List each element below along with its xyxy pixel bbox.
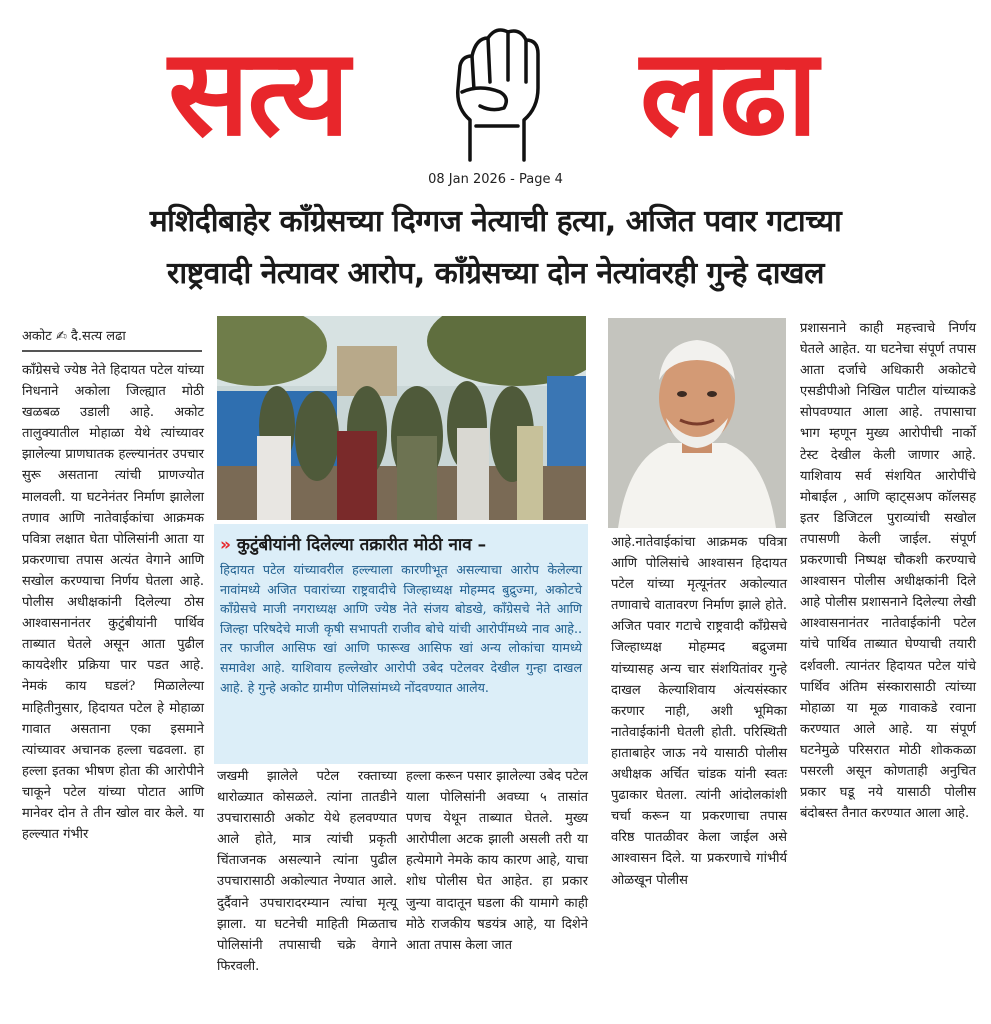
article-column-2a: जखमी झालेले पटेल रक्ताच्या थारोळ्यात कोसळले. त्यांना तातडीने उपचारासाठी अकोट येथे हलवण्यात आले होते, मात्र त्यांची प्रकृती चिंताजनक असल्याने त्यांना पुढील उपचारासाठी अकोल्यात नेण्यात आले. दुर्दैवाने उपचारादरम्यान त्यांचा मृत्यू झाला. या घटनेची माहिती मिळताच पोलिसांनी तपासाची चक्रे वेगाने फिरवली.	[217, 769, 397, 974]
article-column-3: आहे.नातेवाईकांचा आक्रमक पवित्रा आणि पोलिसांचे आश्वासन हिदायत पटेल यांच्या मृत्यूनंतर अकोल्यात तणावाचे वातावरण निर्माण झाले होते. अजित पवार गटाचे राष्ट्रवादी काँग्रेसचे जिल्हाध्यक्ष मोहम्मद बद्रुजमा यांच्यासह अन्य चार संशयितांवर गुन्हे दाखल केल्याशिवाय अंत्यसंस्कार करणार नाही, अशी भूमिका नातेवाईकांनी घेतली होती. परिस्थिती हाताबाहेर जाऊ नये यासाठी पोलीस अधीक्षक अर्चित चांडक यांनी स्वतः पुढाकार घेतला. त्यांनी आंदोलकांशी चर्चा करून या प्रकरणाचा तपास वरिष्ठ पातळीवर केला जाईल असे आश्वासन दिले. या प्रकरणाचे गांभीर्य ओळखून पोलीस	[611, 535, 787, 888]
article-column-1: काँग्रेसचे ज्येष्ठ नेते हिदायत पटेल यांच्या निधनाने अकोला जिल्ह्यात मोठी खळबळ उडाली आहे. अकोट तालुक्यातील मोहाळा येथे त्यांच्यावर झालेल्या प्राणघातक हल्ल्यानंतर उपचार सुरू असताना त्यांची प्राणज्योत मालवली. या घटनेनंतर निर्माण झालेला तणाव आणि नातेवाईकांचा आक्रमक पवित्रा लक्षात घेता पोलिसांनी आता या प्रकरणाचा तपास अत्यंत वेगाने आणि सखोल करण्याचा निर्णय घेतला आहे. पोलीस अधीक्षकांनी दिलेल्या ठोस आश्वासनानंतर कुटुंबीयांनी पार्थिव ताब्यात घेतले असून आता पुढील कायदेशीर प्रक्रिया पार पडत आहे. नेमकं काय घडलं? मिळालेल्या माहितीनुसार, हिदायत पटेल हे मोहाळा गावात असताना एका इसमाने त्यांच्यावर अचानक हल्ला चढवला. हा हल्ला इतका भीषण होता की आरोपीने चाकूने पटेल यांच्या पोटात आणि मानेवर दोन ते तीन खोल वार केले. या हल्ल्यात गंभीर	[22, 363, 204, 843]
headline	[10, 196, 981, 300]
masthead	[0, 0, 991, 200]
raised-fist-icon	[440, 8, 550, 168]
crowd-photo	[217, 316, 586, 520]
highlight-text: हिदायत पटेल यांच्यावरील हल्ल्याला कारणीभूत असल्याचा आरोप केलेल्या नावांमध्ये अजित पवारांच्या राष्ट्रवादीचे जिल्हाध्यक्ष मोहम्मद बुद्रुज्मा, अकोटचे काँग्रेसचे माजी नगराध्यक्ष आणि ज्येष्ठ नेते संजय बोडखे, काँग्रेसचे नेते आणि जिल्हा परिषदेचे माजी कृषी सभापती राजीव बोचे यांची आरोपींमध्ये नाव आहे.. तर फाजील आसिफ खां आणि फारूख आसिफ खां अन्य लोकांचा यामध्ये समावेश आहे. याशिवाय हल्लेखोर आरोपी उबेद पटेलवर देखील गुन्हा दाखल आहे. हे गुन्हे अकोट ग्रामीण पोलिसांमध्ये नोंदवण्यात आलेय.	[220, 562, 582, 695]
headline-line-2: राष्ट्रवादी नेत्यावर आरोप, काँग्रेसच्या दोन नेत्यांवरही गुन्हे दाखल	[167, 256, 824, 291]
masthead-title-right: लढा	[640, 22, 816, 163]
article-column-2b: हल्ला करून पसार झालेल्या उबेद पटेल याला पोलिसांनी अवघ्या ५ तासांत पणच येथून ताब्यात घेतले. मुख्य आरोपीला अटक झाली असली तरी या हत्येमागे नेमके काय कारण आहे, याचा शोध पोलीस घेत आहेत. हा प्रकार जुन्या वादातून घडला की यामागे काही मोठे राजकीय षडयंत्र आहे, या दिशेने आता तपास केला जात	[406, 769, 588, 953]
masthead-title-left: सत्य	[168, 22, 348, 163]
headline-line-1: मशिदीबाहेर काँग्रेसच्या दिग्गज नेत्याची हत्या, अजित पवार गटाच्या	[149, 204, 842, 239]
subhead-marker-icon: »	[220, 535, 231, 555]
highlight-box	[214, 524, 588, 764]
portrait-photo	[608, 318, 786, 528]
dateline: 08 Jan 2026 - Page 4	[428, 172, 563, 187]
article-column-4: प्रशासनाने काही महत्त्वाचे निर्णय घेतले आहेत. या घटनेचा संपूर्ण तपास आता दर्जाचे अधिकारी अकोटचे एसडीपीओ निखिल पाटील यांच्याकडे सोपवण्यात आला आहे. तपासाचा भाग म्हणून मुख्य आरोपीची नार्को टेस्ट देखील केली जाणार आहे. याशिवाय सर्व संशयित आरोपींचे मोबाईल , आणि व्हाट्सअप कॉलसह इतर डिजिटल पुराव्यांची सखोल तपासणी केली जाईल. संपूर्ण प्रकरणाची निष्पक्ष चौकशी करण्याचे आश्वासन पोलीस अधीक्षकांनी दिले आहे पोलीस प्रशासनाने दिलेल्या लेखी आश्वासनानंतर नातेवाईकांनी पटेल यांचे पार्थिव ताब्यात घेण्याची तयारी दर्शवली. त्यानंतर हिदायत पटेल यांचे पार्थिव अंतिम संस्कारासाठी त्यांच्या मोहाळा या मूळ गावाकडे रवाना करण्यात आले आहे. या संपूर्ण घटनेमुळे परिसरात मोठी शोककळा पसरली असून कोणताही अनुचित प्रकार घडू नये यासाठी पोलीस बंदोबस्त तैनात करण्यात आला आहे.	[800, 321, 976, 822]
byline: अकोट ✍ दै.सत्य लढा	[22, 322, 202, 352]
subhead-text: कुटुंबीयांनी दिलेल्या तक्रारीत मोठी नाव –	[236, 535, 487, 555]
subhead	[220, 530, 582, 560]
